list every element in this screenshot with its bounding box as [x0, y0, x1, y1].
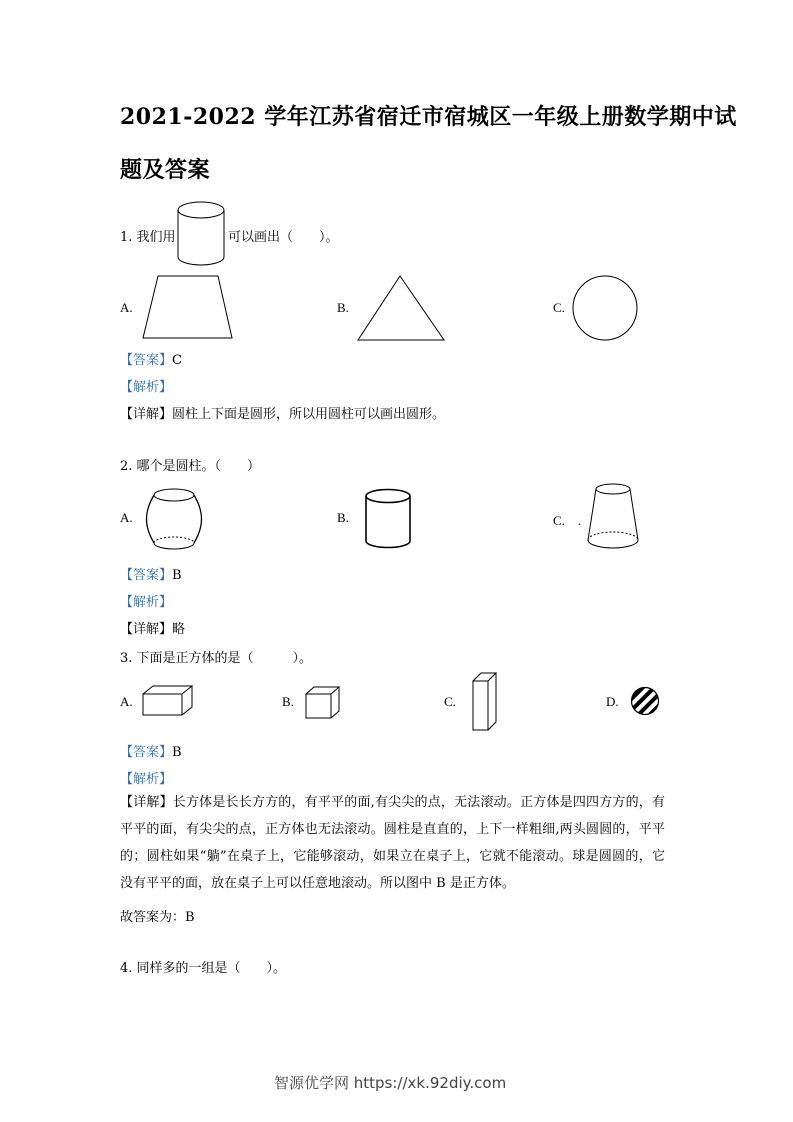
frustum-icon: [585, 482, 641, 552]
q2-option-a-label: A.: [120, 510, 133, 525]
striped-ball-icon: [630, 686, 660, 716]
q2-option-c-label: C. .: [553, 513, 582, 528]
detail-text: 长方体是长长方方的，有平平的面,有尖尖的点，无法滚动。正方体是四四方方的，有平平的面，有尖尖的点，正方体也无法滚动。圆柱是直直的，上下一样粗细,两头圆圆的，平平的；圆柱如果“躺”在桌子上，它能够滚动，如果立在桌子上，它就不能滚动。球是圆圆的，它没有平平的面，放在桌子上可以任意地滚动。所以图中 B 是正方体。: [120, 795, 665, 891]
circle-icon: [571, 274, 639, 342]
q3-option-a-label: A.: [120, 694, 133, 709]
q3-detail: [120, 789, 665, 897]
q2-detail: [120, 618, 185, 637]
answer-tag: 【答案】: [120, 568, 173, 583]
doc-title-line2: 题及答案: [120, 157, 211, 183]
q2-question: 2. 哪个是圆柱。（ ）: [120, 459, 261, 474]
cylinder-icon: [176, 199, 226, 269]
detail-tag: 【详解】: [120, 622, 173, 637]
tall-prism-icon: [472, 672, 498, 732]
analysis-tag: 【解析】: [120, 772, 173, 787]
q3-option-c-label: C.: [444, 694, 456, 709]
q3-option-d-label: D.: [606, 694, 619, 709]
detail-tag: 【详解】: [120, 795, 173, 810]
q2-analysis: [120, 591, 172, 610]
answer-value: B: [172, 745, 182, 760]
answer-value: C: [172, 353, 182, 368]
detail-tag: 【详解】: [120, 407, 173, 422]
q1-option-b-label: B.: [337, 300, 349, 315]
detail-text: 圆柱上下面是圆形，所以用圆柱可以画出圆形。: [172, 407, 446, 422]
answer-tag: 【答案】: [120, 353, 173, 368]
q2-answer: [120, 564, 182, 583]
doc-title-line1: 2021-2022 学年江苏省宿迁市宿城区一年级上册数学期中试: [120, 104, 737, 130]
triangle-icon: [356, 274, 446, 342]
q3-analysis: [120, 768, 172, 787]
q1-option-a-label: A.: [120, 300, 133, 315]
cube-icon: [305, 686, 341, 720]
q3-question: 3. 下面是正方体的是（ ）。: [120, 651, 313, 666]
q4-question: 4. 同样多的一组是（ ）。: [120, 961, 287, 976]
cylinder-icon: [364, 488, 412, 550]
q2-option-b-label: B.: [337, 510, 349, 525]
q1-analysis: [120, 376, 172, 395]
trapezoid-icon: [140, 274, 236, 340]
detail-text: 略: [172, 622, 186, 637]
q1-detail: [120, 403, 445, 422]
q3-option-b-label: B.: [282, 694, 294, 709]
q3-conclusion: 故答案为：B: [120, 910, 195, 925]
q3-answer: [120, 741, 182, 760]
answer-value: B: [172, 568, 182, 583]
answer-tag: 【答案】: [120, 745, 173, 760]
q1-answer: [120, 349, 182, 368]
q1-suffix: 可以画出（ ）。: [228, 230, 339, 245]
analysis-tag: 【解析】: [120, 380, 173, 395]
q1-prefix: 1. 我们用: [120, 230, 176, 245]
analysis-tag: 【解析】: [120, 595, 173, 610]
barrel-icon: [146, 486, 202, 552]
cuboid-icon: [142, 685, 194, 717]
footer-watermark: 智源优学网 https://xk.92diy.com: [274, 1074, 507, 1092]
q1-option-c-label: C.: [553, 300, 565, 315]
